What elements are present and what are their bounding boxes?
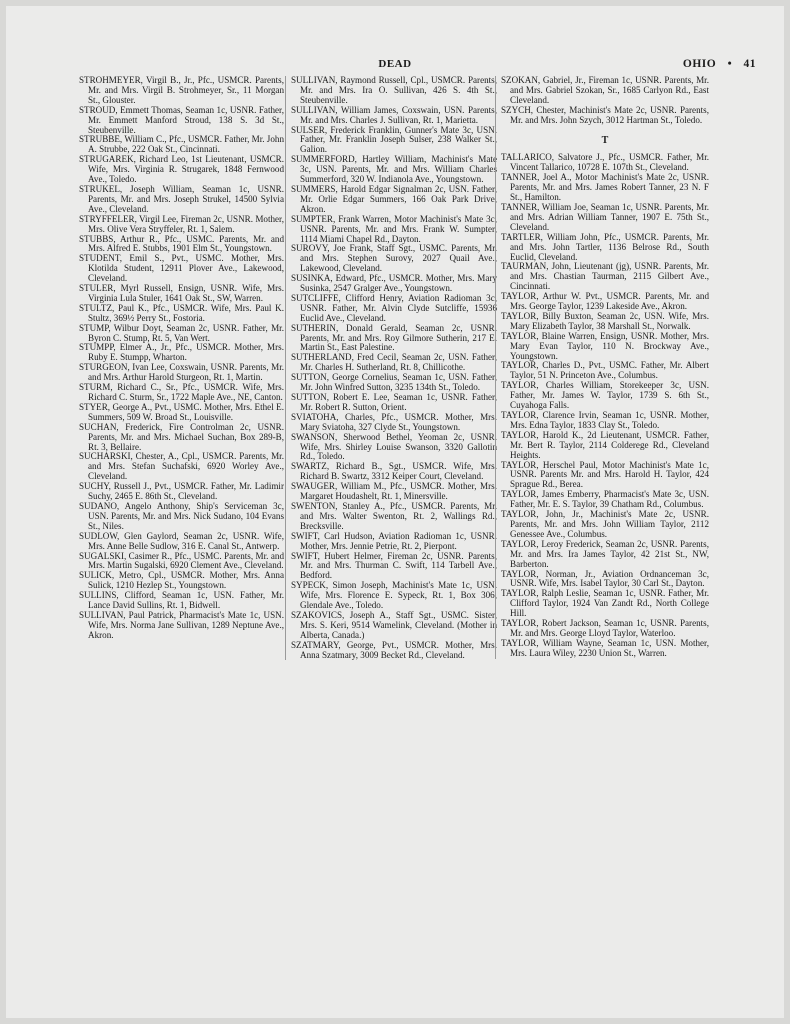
casualty-entry: SUCHY, Russell J., Pvt., USMCR. Father, Mr. Ladimir Suchy, 2465 E. 86th St., Cleveland. [79, 481, 284, 502]
casualty-entry: SUCHARSKI, Chester, A., Cpl., USMCR. Parents, Mr. and Mrs. Stefan Suchafski, 6920 Worley Ave., Cleveland. [79, 451, 284, 482]
casualty-entry: TAYLOR, Charles D., Pvt., USMC. Father, Mr. Albert Taylor, 51 N. Princeton Ave., Columbus. [501, 360, 709, 381]
casualty-entry: SUTCLIFFE, Clifford Henry, Aviation Radioman 3c, USNR. Father, Mr. Alvin Clyde Sutcliffe, 15936 Euclid Ave., Cleveland. [291, 292, 497, 323]
casualty-entry: STUMP, Wilbur Doyt, Seaman 2c, USNR. Father, Mr. Byron C. Stump, Rt. 5, Van Wert. [79, 322, 284, 343]
casualty-entry: TAYLOR, Billy Buxton, Seaman 2c, USN. Wife, Mrs. Mary Elizabeth Taylor, 38 Marshall St., Norwalk. [501, 310, 709, 331]
casualty-entry: STRUGAREK, Richard Leo, 1st Lieutenant, USMCR. Wife, Mrs. Virginia R. Strugarek, 1848 Fernwood Ave., Toledo. [79, 154, 284, 185]
casualty-entry: STULER, Myrl Russell, Ensign, USNR. Wife, Mrs. Virginia Lula Stuler, 1641 Oak St., SW, Warren. [79, 283, 284, 303]
casualty-entry: SUDANO, Angelo Anthony, Ship's Serviceman 3c, USN. Parents, Mr. and Mrs. Nick Sudano, 104 Evans St., Niles. [79, 500, 284, 531]
casualty-entry: SULICK, Metro, Cpl., USMCR. Mother, Mrs. Anna Sulick, 1210 Hezlep St., Youngstown. [79, 570, 284, 591]
casualty-entry: SUTHERLAND, Fred Cecil, Seaman 2c, USN. Father, Mr. Charles H. Sutherland, Rt. 8, Chillicothe. [291, 352, 497, 373]
casualty-entry: SWIFT, Hubert Helmer, Fireman 2c, USNR. Parents, Mr. and Mrs. Thurman C. Swift, 114 Tarbell Ave., Bedford. [291, 550, 497, 581]
casualty-entry: SUCHAN, Frederick, Fire Controlman 2c, USNR. Parents, Mr. and Mrs. Michael Suchan, Box 289-B, Rt. 3, Bellaire. [79, 421, 284, 452]
casualty-entry: SUTHERIN, Donald Gerald, Seaman 2c, USNR. Parents, Mr. and Mrs. Roy Gilmore Sutherin, 217 E. Martin St., East Palestine. [291, 322, 497, 353]
header-bullet: • [727, 58, 733, 70]
casualty-entry: SULLIVAN, Raymond Russell, Cpl., USMCR. Parents, Mr. and Mrs. Ira O. Sullivan, 426 S. 4th St., Steubenville. [291, 75, 497, 105]
casualty-entry: TAURMAN, John, Lieutenant (jg), USNR. Parents, Mr. and Mrs. Chastian Taurman, 2115 Gilbert Ave., Cincinnati. [501, 261, 709, 292]
casualty-entry: SUGALSKI, Casimer R., Pfc., USMC. Parents, Mr. and Mrs. Martin Sugalski, 6920 Clement Ave., Cleveland. [79, 550, 284, 571]
casualty-entry: STUBBS, Arthur R., Pfc., USMC. Parents, Mr. and Mrs. Alfred E. Stubbs, 1901 Elm St., Youngstown. [79, 233, 284, 254]
casualty-entry: SUMPTER, Frank Warren, Motor Machinist's Mate 3c, USNR. Parents, Mr. and Mrs. Frank W. Sumpter, 1114 Miami Chapel Rd., Dayton. [291, 213, 497, 244]
casualty-entry: STUDENT, Emil S., Pvt., USMC. Mother, Mrs. Klotilda Student, 12911 Plover Ave., Lakewood, Cleveland. [79, 253, 284, 284]
casualty-entry: SWENTON, Stanley A., Pfc., USMCR. Parents, Mr. and Mrs. Walter Swenton, Rt. 2, Wallings Rd., Brecksville. [291, 500, 497, 531]
page-header-right [683, 58, 756, 70]
casualty-entry: TAYLOR, Ralph Leslie, Seaman 1c, USNR. Father, Mr. Clifford Taylor, 1924 Van Zandt Rd., North College Hill. [501, 588, 709, 619]
section-letter: T [601, 134, 609, 146]
document-page [6, 6, 784, 1018]
casualty-entry: TALLARICO, Salvatore J., Pfc., USMCR. Father, Mr. Vincent Tallarico, 10728 E. 107th St., Cleveland. [501, 152, 709, 173]
page-title: DEAD [378, 58, 412, 70]
casualty-entry: SUTTON, Robert E. Lee, Seaman 1c, USNR. Father, Mr. Robert R. Sutton, Orient. [291, 392, 497, 412]
casualty-entry: SWARTZ, Richard B., Sgt., USMCR. Wife, Mrs. Richard B. Swartz, 3312 Keiper Court, Cleveland. [291, 461, 497, 482]
casualty-entry: TAYLOR, James Emberry, Pharmacist's Mate 3c, USN. Father, Mr. E. S. Taylor, 39 Chatham Rd., Columbus. [501, 489, 709, 510]
casualty-entry: TANNER, William Joe, Seaman 1c, USNR. Parents, Mr. and Mrs. Adrian William Tanner, 1907 E. 75th St., Cleveland. [501, 201, 709, 232]
casualty-entry: SWAUGER, William M., Pfc., USMCR. Mother, Mrs. Margaret Houdashelt, Rt. 1, Minersville. [291, 481, 497, 502]
casualty-entry: STURGEON, Ivan Lee, Coxswain, USNR. Parents, Mr. and Mrs. Arthur Harold Sturgeon, Rt. 1, Martin. [79, 362, 284, 383]
state-name: OHIO [682, 58, 717, 70]
column-1 [79, 76, 284, 641]
casualty-entry: TAYLOR, Charles William, Storekeeper 3c, USN. Father, Mr. James W. Taylor, 1739 S. 6th St., Cuyahoga Falls. [501, 380, 709, 411]
casualty-entry: SVIATOHA, Charles, Pfc., USMCR. Mother, Mrs. Mary Sviatoha, 327 Clyde St., Youngstown. [291, 411, 497, 432]
casualty-entry: STRUKEL, Joseph William, Seaman 1c, USNR. Parents, Mr. and Mrs. Joseph Strukel, 14500 Sylvia Ave., Cleveland. [79, 183, 284, 214]
casualty-entry: SZATMARY, George, Pvt., USMCR. Mother, Mrs. Anna Szatmary, 3009 Becket Rd., Cleveland. [291, 639, 497, 660]
casualty-entry: STUMPP, Elmer A., Jr., Pfc., USMCR. Mother, Mrs. Ruby E. Stumpp, Wharton. [79, 342, 284, 363]
casualty-entry: SZYCH, Chester, Machinist's Mate 2c, USNR. Parents, Mr. and Mrs. John Szych, 3012 Hartman St., Toledo. [501, 104, 709, 125]
casualty-entry: SWIFT, Carl Hudson, Aviation Radioman 1c, USNR. Mother, Mrs. Jennie Petrie, Rt. 2, Pierpont. [291, 530, 497, 551]
casualty-entry: SZAKOVICS, Joseph A., Staff Sgt., USMC. Sister, Mrs. S. Keri, 9514 Wamelink, Cleveland. (Mother in Alberta, Canada.) [291, 609, 497, 640]
casualty-entry: STROUD, Emmett Thomas, Seaman 1c, USNR. Father, Mr. Emmett Manford Stroud, 138 S. 3d St., Steubenville. [79, 104, 284, 135]
casualty-entry: SWANSON, Sherwood Bethel, Yeoman 2c, USNR. Wife, Mrs. Shirley Louise Swanson, 3320 Gallotin Rd., Toledo. [291, 431, 497, 462]
casualty-entry: SUTTON, George Cornelius, Seaman 1c, USN. Father, Mr. John Winfred Sutton, 3235 134th St., Toledo. [291, 372, 497, 393]
casualty-entry: TARTLER, William John, Pfc., USMCR. Parents, Mr. and Mrs. John Tartler, 1136 Belrose Rd., South Euclid, Cleveland. [501, 231, 709, 262]
page-number: 41 [743, 58, 756, 70]
casualty-entry: STROHMEYER, Virgil B., Jr., Pfc., USMCR. Parents, Mr. and Mrs. Virgil B. Strohmeyer, Sr., 11 Morgan St., Glouster. [79, 75, 284, 105]
casualty-entry: SZOKAN, Gabriel, Jr., Fireman 1c, USNR. Parents, Mr. and Mrs. Gabriel Szokan, Sr., 1685 Carlyon Rd., East Cleveland. [501, 75, 709, 105]
casualty-entry: TAYLOR, William Wayne, Seaman 1c, USN. Mother, Mrs. Laura Wiley, 2230 Union St., Warren. [501, 637, 709, 658]
casualty-entry: TAYLOR, Harold K., 2d Lieutenant, USMCR. Father, Mr. Bert R. Taylor, 2114 Colderege Rd., Cleveland Heights. [501, 429, 709, 460]
casualty-entry: STRYFFELER, Virgil Lee, Fireman 2c, USNR. Mother, Mrs. Olive Vera Stryffeler, Rt. 1, Salem. [79, 213, 284, 234]
casualty-entry: TAYLOR, Arthur W. Pvt., USMCR. Parents, Mr. and Mrs. George Taylor, 1239 Lakeside Ave., Akron. [501, 291, 709, 312]
casualty-entry: SUSINKA, Edward, Pfc., USMCR. Mother, Mrs. Mary Susinka, 2547 Gralger Ave., Youngstown. [291, 273, 497, 294]
casualty-entry: STULTZ, Paul K., Pfc., USMCR. Wife, Mrs. Paul K. Stultz, 369½ Perry St., Fostoria. [79, 302, 284, 323]
casualty-entry: TAYLOR, Herschel Paul, Motor Machinist's Mate 1c, USNR. Parents Mr. and Mrs. Harold H. Taylor, 424 Sprague Rd., Berea. [501, 459, 709, 490]
casualty-entry: STURM, Richard C., Sr., Pfc., USMCR. Wife, Mrs. Richard C. Sturm, Sr., 1722 Maple Ave., NE, Canton. [79, 382, 284, 402]
casualty-entry: SULLINS, Clifford, Seaman 1c, USN. Father, Mr. Lance David Sullins, Rt. 1, Bidwell. [79, 590, 284, 611]
casualty-entry: SULLIVAN, William James, Coxswain, USN. Parents, Mr. and Mrs. Charles J. Sullivan, Rt. 1, Marietta. [291, 104, 497, 125]
casualty-entry: SYPECK, Simon Joseph, Machinist's Mate 1c, USN. Wife, Mrs. Florence E. Sypeck, Rt. 1, Box 306, Glendale Ave., Toledo. [291, 580, 497, 611]
casualty-entry: STYER, George A., Pvt., USMC. Mother, Mrs. Ethel E. Summers, 509 W. Broad St., Louisville. [79, 401, 284, 422]
casualty-entry: SUROVY, Joe Frank, Staff Sgt., USMC. Parents, Mr. and Mrs. Stephen Surovy, 2027 Quail Ave., Lakewood, Cleveland. [291, 243, 497, 274]
casualty-entry: TAYLOR, John, Jr., Machinist's Mate 2c, USNR. Parents, Mr. and Mrs. John William Taylor, 2112 Genessee Ave., Columbus. [501, 509, 709, 539]
casualty-entry: TAYLOR, Leroy Frederick, Seaman 2c, USNR. Parents, Mr. and Mrs. Ira James Taylor, 42 21st St., NW, Barberton. [501, 538, 709, 569]
casualty-entry: TANNER, Joel A., Motor Machinist's Mate 2c, USNR. Parents, Mr. and Mrs. James Robert Tanner, 23 N. F St., Hamilton. [501, 172, 709, 203]
casualty-entry: SUDLOW, Glen Gaylord, Seaman 2c, USNR. Wife, Mrs. Anne Belle Sudlow, 316 E. Canal St., Antwerp. [79, 530, 284, 551]
casualty-entry: SUMMERFORD, Hartley William, Machinist's Mate 3c, USN. Parents, Mr. and Mrs. William Charles Summerford, 320 W. Indianola Ave., Youngstown. [291, 154, 497, 185]
casualty-entry: TAYLOR, Clarence Irvin, Seaman 1c, USNR. Mother, Mrs. Edna Taylor, 1833 Clay St., Toledo. [501, 410, 709, 430]
casualty-entry: TAYLOR, Robert Jackson, Seaman 1c, USNR. Parents, Mr. and Mrs. George Lloyd Taylor, Waterloo. [501, 618, 709, 638]
column-2 [285, 76, 497, 660]
casualty-entry: SULLIVAN, Paul Patrick, Pharmacist's Mate 1c, USN. Wife, Mrs. Norma Jane Sullivan, 1289 Neptune Ave., Akron. [79, 609, 284, 640]
casualty-entry: TAYLOR, Norman, Jr., Aviation Ordnanceman 3c, USNR. Wife, Mrs. Isabel Taylor, 30 Carl St., Dayton. [501, 568, 709, 589]
casualty-entry: STRUBBE, William C., Pfc., USMCR. Father, Mr. John A. Strubbe, 222 Oak St., Cincinnati. [79, 134, 284, 155]
casualty-entry: SULSER, Frederick Franklin, Gunner's Mate 3c, USN. Father, Mr. Franklin Joseph Sulser, 238 Walker St., Galion. [291, 124, 497, 155]
casualty-entry: SUMMERS, Harold Edgar Signalman 2c, USN. Father, Mr. Orlie Edgar Summers, 166 Oak Park Drive, Akron. [291, 183, 497, 214]
casualty-entry: TAYLOR, Blaine Warren, Ensign, USNR. Mother, Mrs. Mary Evan Taylor, 110 N. Brockway Ave., Youngstown. [501, 330, 709, 361]
column-3 [495, 76, 709, 659]
